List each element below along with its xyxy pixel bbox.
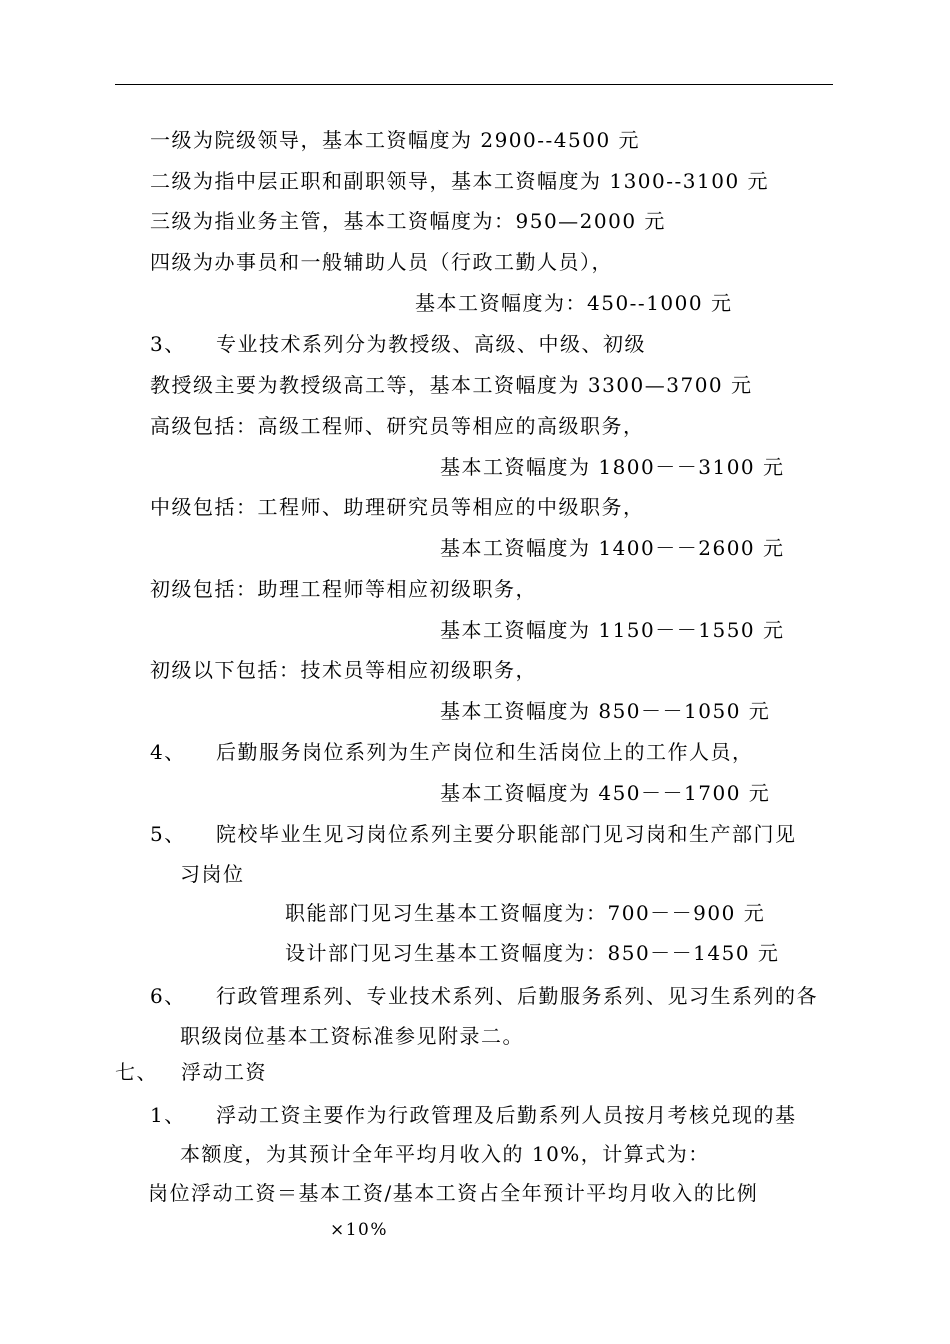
list-item-6	[150, 983, 818, 1009]
list-text: 专业技术系列分为教授级、高级、中级、初级	[216, 332, 646, 356]
text-line: 高级包括：高级工程师、研究员等相应的高级职务，	[150, 414, 645, 438]
text-line: 中级包括：工程师、助理研究员等相应的中级职务，	[150, 495, 645, 519]
text-line: 职级岗位基本工资标准参见附录二。	[180, 1024, 524, 1048]
text-line: 基本工资幅度为 850－－1050 元	[440, 699, 771, 723]
section-number: 七、	[115, 1060, 158, 1084]
list-text: 浮动工资主要作为行政管理及后勤系列人员按月考核兑现的基	[216, 1103, 797, 1127]
text-line: 本额度，为其预计全年平均月收入的 10%，计算式为：	[180, 1142, 710, 1166]
list-text: 院校毕业生见习岗位系列主要分职能部门见习岗和生产部门见	[216, 822, 797, 846]
header-rule	[115, 84, 833, 85]
list-item-5	[150, 821, 797, 847]
list-text: 后勤服务岗位系列为生产岗位和生活岗位上的工作人员，	[216, 740, 754, 764]
list-number: 4、	[150, 740, 186, 764]
formula-line: 岗位浮动工资＝基本工资/基本工资占全年预计平均月收入的比例	[148, 1181, 759, 1205]
text-line: 二级为指中层正职和副职领导，基本工资幅度为 1300--3100 元	[150, 169, 770, 193]
list-item-3	[150, 331, 646, 357]
formula-line: ×10%	[330, 1220, 389, 1240]
text-line: 一级为院级领导，基本工资幅度为 2900--4500 元	[150, 128, 641, 152]
list-number: 1、	[150, 1103, 186, 1127]
text-line: 四级为办事员和一般辅助人员（行政工勤人员），	[150, 250, 613, 274]
text-line: 基本工资幅度为 1150－－1550 元	[440, 618, 785, 642]
text-line: 教授级主要为教授级高工等，基本工资幅度为 3300—3700 元	[150, 373, 753, 397]
list-number: 6、	[150, 984, 186, 1008]
section-title: 浮动工资	[181, 1060, 267, 1084]
list-text: 行政管理系列、专业技术系列、后勤服务系列、见习生系列的各	[216, 984, 818, 1008]
list-item-1	[150, 1102, 797, 1128]
text-line: 习岗位	[180, 862, 245, 886]
text-line: 基本工资幅度为：450--1000 元	[415, 291, 733, 315]
text-line: 初级包括：助理工程师等相应初级职务，	[150, 577, 537, 601]
list-number: 3、	[150, 332, 186, 356]
text-line: 设计部门见习生基本工资幅度为：850－－1450 元	[285, 941, 780, 965]
text-line: 基本工资幅度为 1800－－3100 元	[440, 455, 785, 479]
text-line: 基本工资幅度为 450－－1700 元	[440, 781, 771, 805]
text-line: 基本工资幅度为 1400－－2600 元	[440, 536, 785, 560]
list-item-4	[150, 739, 754, 765]
section-heading	[115, 1059, 267, 1085]
text-line: 职能部门见习生基本工资幅度为：700－－900 元	[285, 901, 766, 925]
list-number: 5、	[150, 822, 186, 846]
text-line: 初级以下包括：技术员等相应初级职务，	[150, 658, 537, 682]
text-line: 三级为指业务主管，基本工资幅度为：950—2000 元	[150, 209, 666, 233]
